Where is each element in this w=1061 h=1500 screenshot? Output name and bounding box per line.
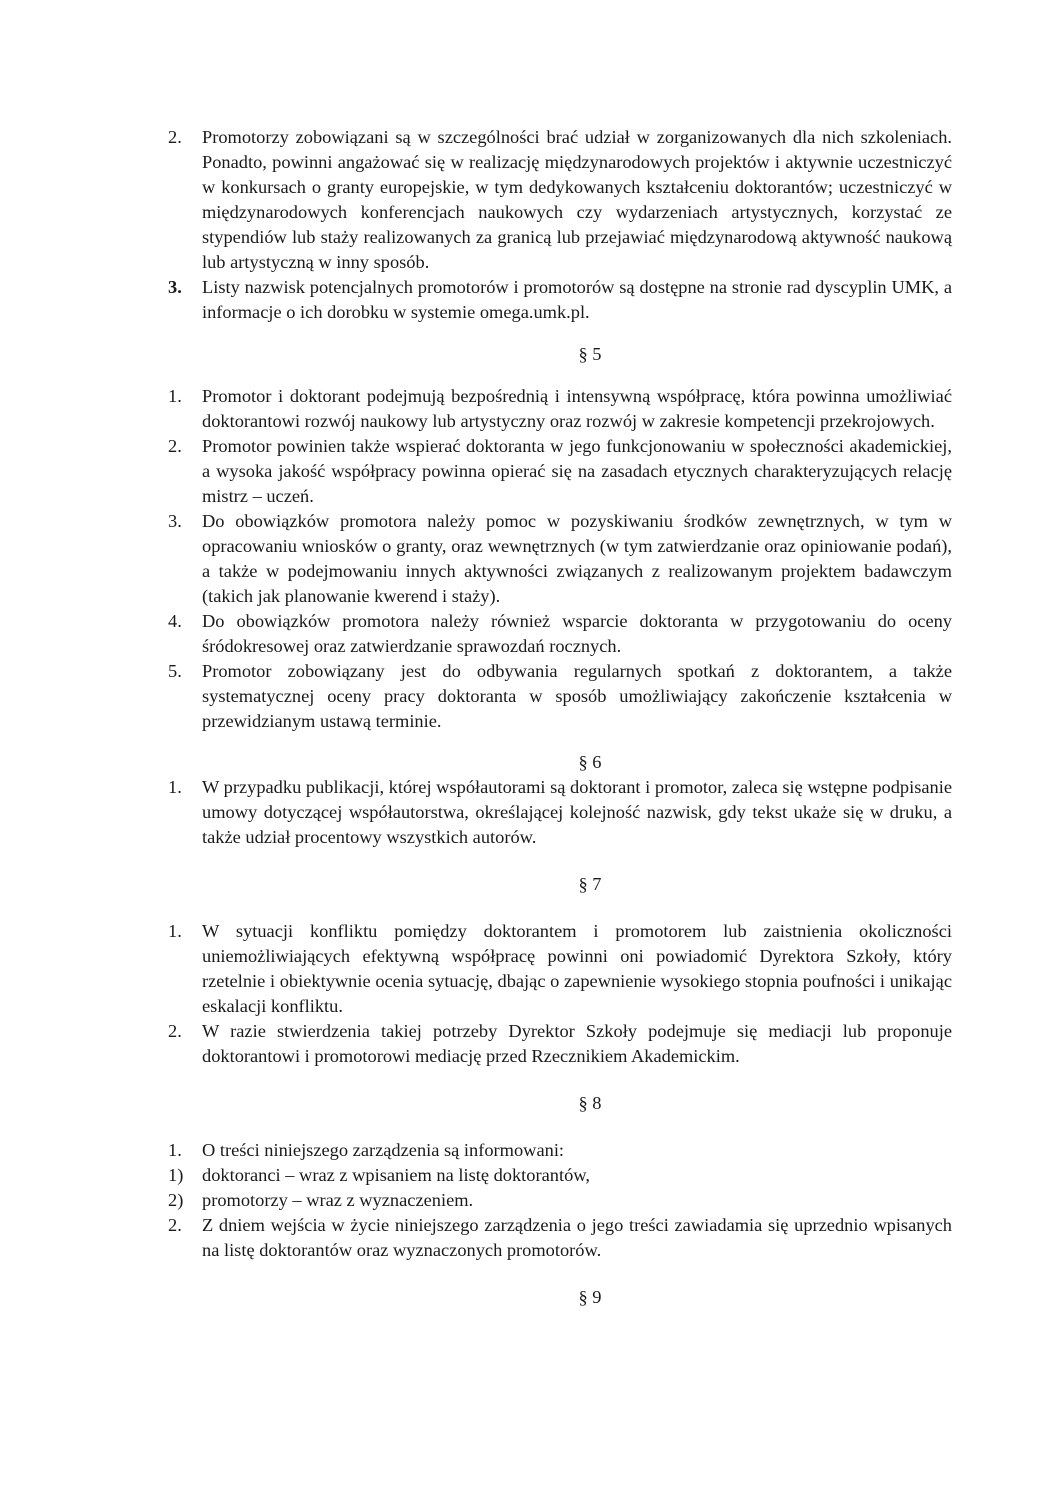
- list-item: [168, 509, 952, 609]
- item-text: doktoranci – wraz z wpisaniem na listę doktorantów,: [202, 1165, 590, 1185]
- list-item: [168, 1138, 952, 1163]
- list-item: [168, 384, 952, 434]
- list-item: [168, 609, 952, 659]
- item-number: 1.: [168, 1140, 182, 1160]
- list-item: [168, 919, 952, 1019]
- item-text: Promotorzy zobowiązani są w szczególności brać udział w zorganizowanych dla nich szkoleniach. Ponadto, powinni angażować się w realizację międzynarodowych projektów i aktywnie uczestniczyć w konkursach o granty europejskie, w tym dedykowanych kształceniu doktorantów; uczestniczyć w międzynarodowych konferencjach naukowych czy wydarzeniach artystycznych, korzystać ze stypendiów lub staży realizowanych za granicą lub przejawiać międzynarodową aktywność naukową lub artystyczną w inny sposób.: [202, 127, 952, 272]
- item-text: W razie stwierdzenia takiej potrzeby Dyrektor Szkoły podejmuje się mediacji lub proponuje doktorantowi i promotorowi mediację przed Rzecznikiem Akademickim.: [202, 1021, 952, 1066]
- section-heading-5: § 5: [578, 344, 602, 364]
- section-heading-7: § 7: [578, 874, 602, 894]
- list-item: [168, 434, 952, 509]
- item-number: 4.: [168, 611, 182, 631]
- document-body: [168, 125, 952, 1310]
- item-text: promotorzy – wraz z wyznaczeniem.: [202, 1190, 474, 1210]
- list-item: [168, 125, 952, 275]
- item-text: Promotor i doktorant podejmują bezpośrednią i intensywną współpracę, która powinna umożliwiać doktorantowi rozwój naukowy lub artystyczny oraz rozwój w zakresie kompetencji przekrojowych.: [202, 386, 952, 431]
- item-text: Do obowiązków promotora należy pomoc w pozyskiwaniu środków zewnętrznych, w tym w opracowaniu wniosków o granty, oraz wewnętrznych (w tym zatwierdzanie oraz opiniowanie podań), a także w podejmowaniu innych aktywności związanych z realizowanym projektem badawczym (takich jak planowanie kwerend i staży).: [202, 511, 952, 606]
- list-item: [168, 1213, 952, 1263]
- list-item: [168, 1188, 952, 1213]
- item-number: 3.: [168, 511, 182, 531]
- list-item: [168, 1163, 952, 1188]
- item-number: 1.: [168, 921, 182, 941]
- item-text: W przypadku publikacji, której współautorami są doktorant i promotor, zaleca się wstępne podpisanie umowy dotyczącej współautorstwa, określającej kolejność nazwisk, gdy tekst ukaże się w druku, a także udział procentowy wszystkich autorów.: [202, 777, 952, 847]
- section-heading-6: § 6: [578, 752, 602, 772]
- item-text: Do obowiązków promotora należy również wsparcie doktoranta w przygotowaniu do oceny śródokresowej oraz zatwierdzanie sprawozdań rocznych.: [202, 611, 952, 656]
- item-number: 2.: [168, 127, 182, 147]
- item-number: 1.: [168, 386, 182, 406]
- item-text: Promotor powinien także wspierać doktoranta w jego funkcjonowaniu w społeczności akademickiej, a wysoka jakość współpracy powinna opierać się na zasadach etycznych charakteryzujących relację mistrz – uczeń.: [202, 436, 952, 506]
- item-text: Listy nazwisk potencjalnych promotorów i promotorów są dostępne na stronie rad dyscyplin UMK, a informacje o ich dorobku w systemie omega.umk.pl.: [202, 277, 952, 322]
- item-text: Z dniem wejścia w życie niniejszego zarządzenia o jego treści zawiadamia się uprzednio wpisanych na listę doktorantów oraz wyznaczonych promotorów.: [202, 1215, 952, 1260]
- section-heading-9: § 9: [578, 1287, 602, 1307]
- item-number: 2.: [168, 436, 182, 456]
- item-number: 1.: [168, 777, 182, 797]
- item-text: W sytuacji konfliktu pomiędzy doktorantem i promotorem lub zaistnienia okoliczności uniemożliwiających efektywną współpracę powinni oni powiadomić Dyrektora Szkoły, który rzetelnie i obiektywnie ocenia sytuację, dbając o zapewnienie wysokiego stopnia poufności i unikając eskalacji konfliktu.: [202, 921, 952, 1016]
- item-number: 5.: [168, 661, 182, 681]
- item-number: 3.: [168, 277, 182, 297]
- item-number: 2): [168, 1190, 184, 1210]
- list-item: [168, 275, 952, 325]
- item-number: 2.: [168, 1021, 182, 1041]
- list-item: [168, 659, 952, 734]
- section-heading-8: § 8: [578, 1093, 602, 1113]
- list-item: [168, 1019, 952, 1069]
- item-text: Promotor zobowiązany jest do odbywania regularnych spotkań z doktorantem, a także systematycznej oceny pracy doktoranta w sposób umożliwiający zakończenie kształcenia w przewidzianym ustawą terminie.: [202, 661, 952, 731]
- item-number: 2.: [168, 1215, 182, 1235]
- item-number: 1): [168, 1165, 184, 1185]
- item-text: O treści niniejszego zarządzenia są informowani:: [202, 1140, 565, 1160]
- list-item: [168, 775, 952, 850]
